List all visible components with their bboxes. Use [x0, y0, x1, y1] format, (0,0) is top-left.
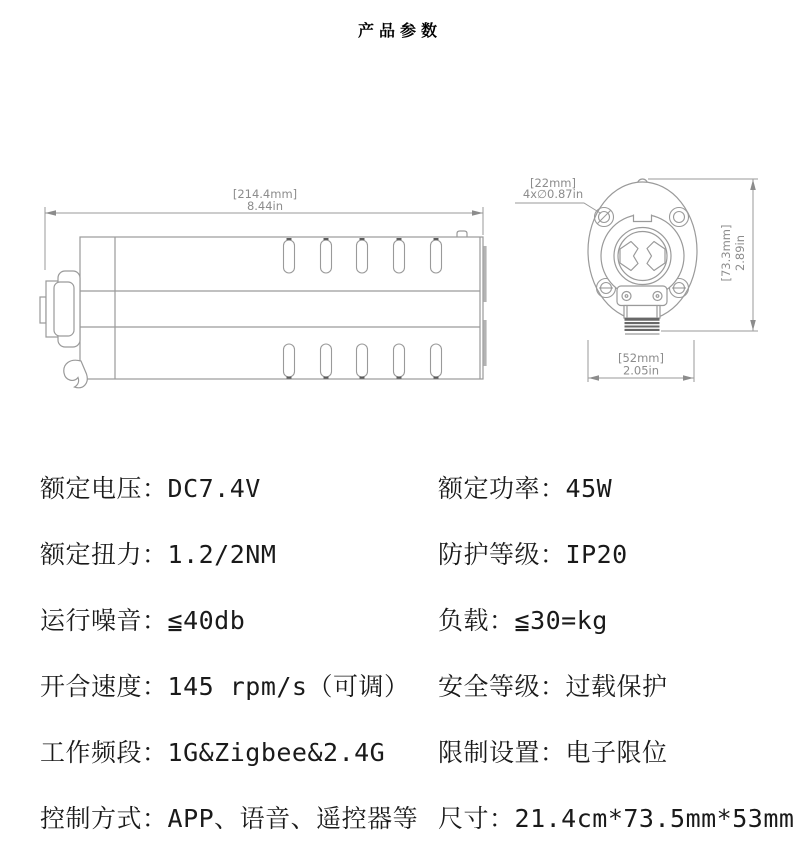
spec-limit-setting: [438, 733, 780, 769]
arrowhead-up: [750, 180, 756, 191]
arrowhead-right: [683, 375, 694, 381]
spec-value: 145 rpm/s（可调）: [167, 672, 410, 701]
body-top-bump: [457, 231, 467, 237]
screw-holes-detail-label: 4x∅0.87in: [522, 187, 584, 201]
spec-rated-power: [438, 469, 780, 505]
output-shaft-assembly: [40, 271, 80, 347]
side-length-mm-label: [214.4mm]: [232, 187, 298, 201]
motor-body-outline: [80, 237, 483, 379]
spec-label: 尺寸：: [438, 804, 515, 833]
spec-value: APP、语音、遥控器等: [167, 804, 419, 833]
end-height-in-label: 2.89in: [733, 234, 747, 272]
spec-value: DC7.4V: [167, 474, 261, 503]
spec-dimensions: [438, 799, 795, 835]
spec-load: [438, 601, 780, 637]
spec-protection-rating: [438, 535, 780, 571]
spec-label: 额定扭力：: [40, 540, 168, 569]
spec-value: 过载保护: [565, 672, 668, 701]
spec-label: 控制方式：: [40, 804, 168, 833]
arrowhead-down: [750, 320, 756, 331]
spec-label: 工作频段：: [40, 738, 168, 767]
spec-label: 负载：: [438, 606, 515, 635]
end-width-mm-label: [52mm]: [617, 351, 665, 365]
spec-label: 运行噪音：: [40, 606, 168, 635]
spec-list: [40, 454, 795, 850]
arrowhead-right: [472, 210, 483, 216]
callout-leader-line: [515, 203, 601, 214]
spec-open-close-speed: [40, 667, 438, 703]
spec-value: 21.4cm*73.5mm*53mm: [514, 804, 795, 833]
right-edge-shade-lower: [483, 320, 486, 366]
spec-label: 防护等级：: [438, 540, 566, 569]
spec-rated-torque: [40, 535, 438, 571]
connector-assembly: [617, 286, 667, 334]
end-view-drawing: [515, 176, 758, 382]
screw-holes-mm-label: [22mm]: [529, 176, 577, 190]
spec-value: 1G&Zigbee&2.4G: [167, 738, 386, 767]
spec-safety-level: [438, 667, 780, 703]
right-edge-shade-upper: [483, 246, 486, 302]
spec-label: 额定电压：: [40, 474, 168, 503]
page-title: 产品参数: [357, 21, 442, 40]
spec-running-noise: [40, 601, 438, 637]
spec-label: 限制设置：: [438, 738, 566, 767]
technical-drawing: [0, 150, 800, 450]
spec-value: 1.2/2NM: [167, 540, 277, 569]
arrowhead-left: [45, 210, 56, 216]
end-height-mm-label: [73.3mm]: [719, 224, 733, 282]
spec-value: ≦30=kg: [514, 606, 608, 635]
side-length-in-label: 8.44in: [246, 199, 284, 213]
spec-value: 电子限位: [565, 738, 668, 767]
spec-rated-voltage: [40, 469, 438, 505]
side-view-drawing: [40, 187, 487, 388]
spec-label: 额定功率：: [438, 474, 566, 503]
spec-label: 安全等级：: [438, 672, 566, 701]
spec-control-method: [40, 799, 438, 835]
arrowhead-left: [589, 375, 600, 381]
end-width-in-label: 2.05in: [622, 363, 660, 378]
spec-frequency-band: [40, 733, 438, 769]
spec-value: 45W: [565, 474, 613, 503]
spec-label: 开合速度：: [40, 672, 168, 701]
spec-value: ≦40db: [167, 606, 246, 635]
spec-value: IP20: [565, 540, 628, 569]
